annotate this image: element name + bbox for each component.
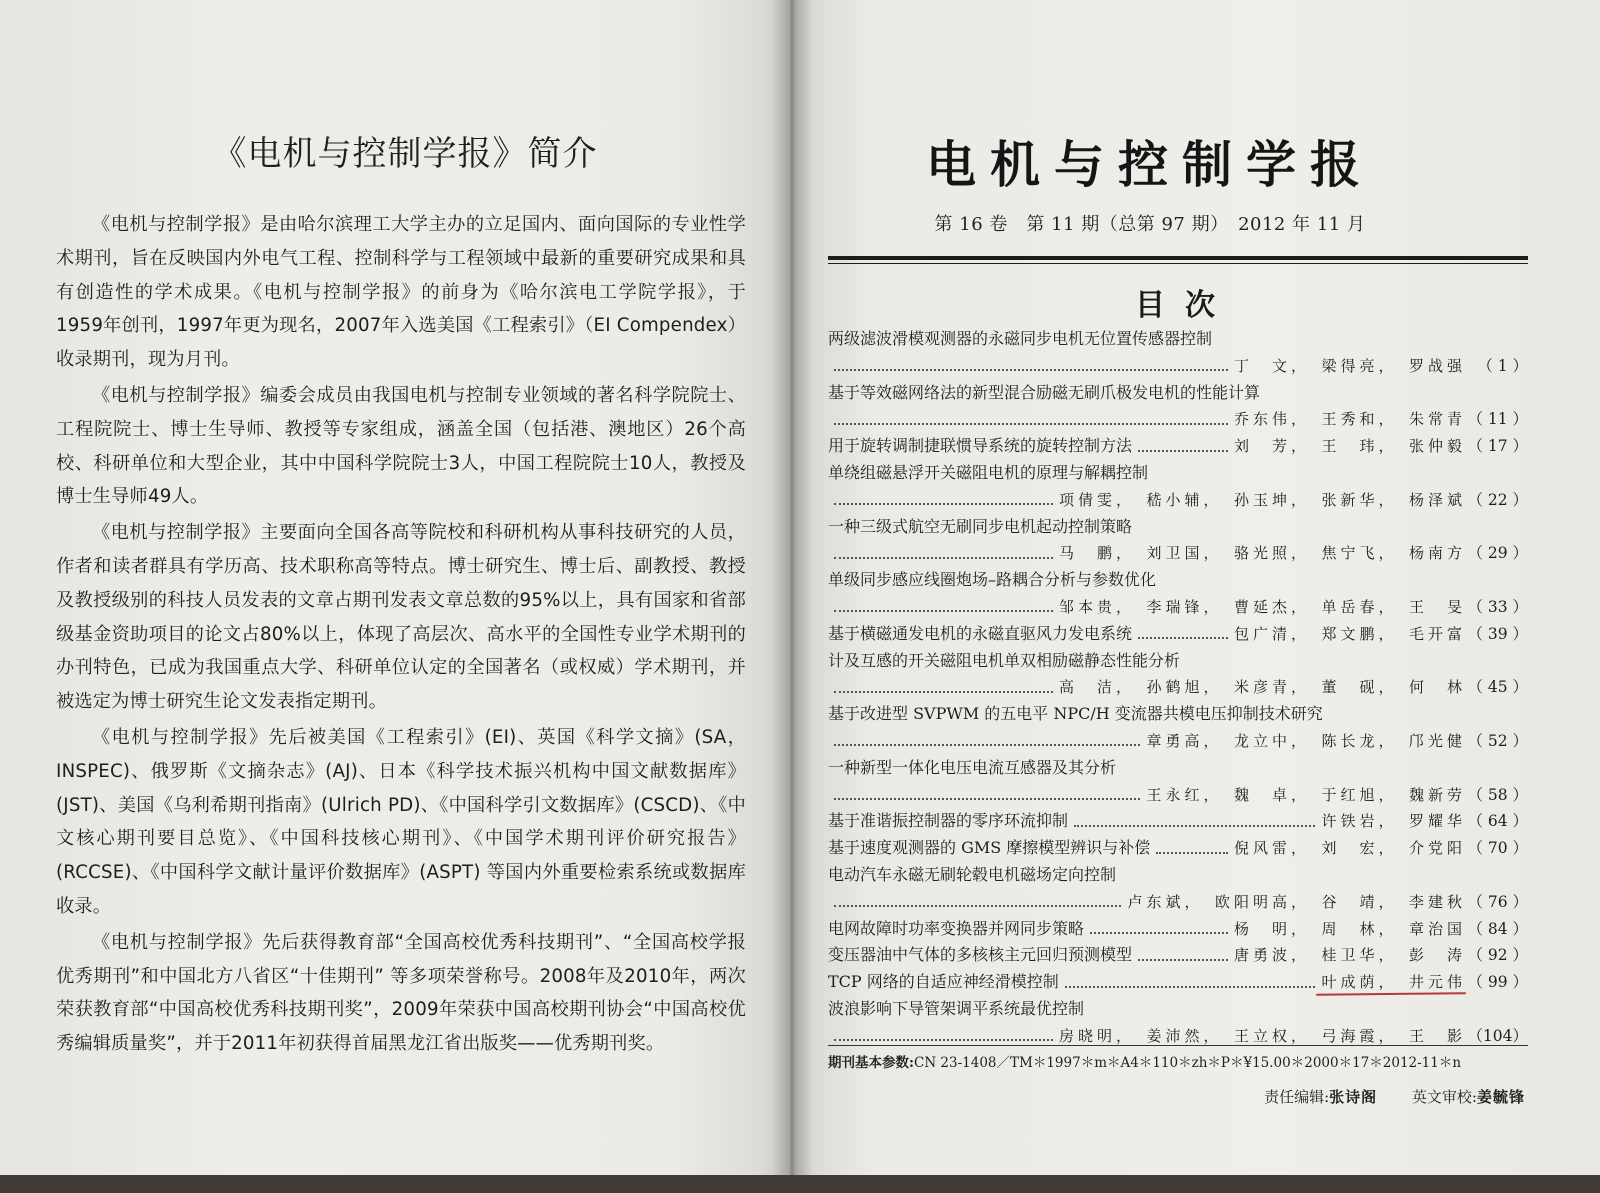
toc-entry [828,701,1528,755]
leader-dots [1074,825,1315,827]
toc-entry-authors: 王永红， 魏 卓， 于红旭， 魏新劳 [1146,785,1466,804]
toc-entry [828,969,1528,996]
toc-entry-title: TCP 网络的自适应神经滑模控制 [828,972,1059,992]
toc-entry-title: 一种新型一体化电压电流互感器及其分析 [828,757,1117,777]
params-rule [828,1045,1528,1046]
toc-entry [828,460,1528,514]
toc-entry-page: （ 39 ） [1467,624,1528,643]
editor-label: 责任编辑: [1264,1088,1330,1106]
toc-entry-title: 计及互感的开关磁阻电机单双相励磁静态性能分析 [828,650,1181,670]
toc-entry-title: 基于等效磁网络法的新型混合励磁无刷爪极发电机的性能计算 [828,382,1261,402]
toc-entry-authors: 项倩雯， 嵇小辅， 孙玉坤， 张新华， 杨泽斌 [1058,490,1466,509]
toc-entry-title: 一种三级式航空无刷同步电机起动控制策略 [828,516,1133,536]
leader-dots [1138,637,1228,639]
toc-entry-title: 单绕组磁悬浮开关磁阻电机的原理与解耦控制 [828,462,1149,482]
header-rule-thin [828,263,1528,264]
leader-dots [834,798,1140,800]
toc-entry-authors: 包广清， 郑文鹏， 毛开富 [1233,624,1466,643]
editors-line [1185,1086,1525,1107]
leader-dots [834,369,1228,371]
toc-entry [828,835,1528,862]
journal-parameters [828,1051,1528,1071]
toc-entry-page: （ 92 ） [1467,946,1528,965]
leader-dots [834,503,1053,505]
intro-title: 《电机与控制学报》简介 [212,134,598,174]
toc-entry-title: 单级同步感应线圈炮场–路耦合分析与参数优化 [828,570,1157,590]
toc-entry [828,567,1528,621]
toc-entry-authors: 杨 明， 周 林， 章治国 [1233,919,1466,938]
toc-entry-authors: 房晓明， 姜沛然， 王立权， 弓海霞， 王 影 [1058,1026,1466,1045]
table-of-contents [828,326,1528,1050]
leader-dots [834,744,1140,746]
toc-entry-page: （ 29 ） [1467,544,1528,563]
toc-entry [828,916,1528,943]
toc-entry-authors: 许铁岩， 罗耀华 [1321,812,1466,831]
toc-entry-title: 电动汽车永磁无刷轮毂电机磁场定向控制 [828,864,1117,884]
leader-dots [834,557,1053,559]
intro-paragraph: 《电机与控制学报》主要面向全国各高等院校和科研机构从事科技研究的人员，作者和读者群具有学历高、技术职称高等特点。博士研究生、博士后、副教授、教授及教授级别的科技人员发表的文章占期刊发表文章总数的95%以上，具有国家和省部级基金资助项目的论文占80%以上，体现了高层次、高水平的全国性专业学术期刊的办刊特色，已成为我国重点大学、科研单位认定的全国著名（或权威）学术期刊，并被选定为博士研究生论文发表指定期刊。 [56,522,746,713]
english-review-label: 英文审校: [1411,1088,1477,1106]
toc-entry-authors: 高 洁， 孙鹤旭， 米彦青， 董 砚， 何 林 [1058,678,1466,697]
toc-entry [828,808,1528,835]
toc-entry [828,326,1528,380]
leader-dots [1138,959,1228,961]
toc-entry [828,433,1528,460]
toc-entry-page: （ 11 ） [1467,410,1528,429]
toc-entry-page: （ 76 ） [1467,892,1528,911]
toc-entry-page: （ 45 ） [1467,678,1528,697]
header-rule [828,256,1528,260]
leader-dots [1090,932,1228,934]
toc-entry-page: （ 22 ） [1467,490,1528,509]
toc-entry [828,942,1528,969]
editor-name: 张诗阁 [1329,1088,1378,1106]
leader-dots [1065,986,1316,988]
toc-entry [828,621,1528,648]
toc-entry-page: （ 52 ） [1467,731,1528,750]
intro-paragraph: 《电机与控制学报》先后获得教育部“全国高校优秀科技期刊”、“全国高校学报优秀期刊”和中国北方八省区“十佳期刊” 等多项荣誉称号。2008年及2010年，两次荣获教育部“中国高校优秀科技期刊奖”，2009年荣获中国高校期刊协会“中国高校优秀编辑质量奖”，并于2011年初获得首届黑龙江省出版奖——优秀期刊奖。 [56,931,746,1055]
leader-dots [834,905,1121,907]
toc-entry-page: （ 70 ） [1467,839,1528,858]
toc-entry-authors: 邹本贵， 李瑞锋， 曹延杰， 单岳春， 王 旻 [1058,597,1466,616]
toc-entry [828,996,1528,1050]
toc-entry-authors: 章勇高， 龙立中， 陈长龙， 邝光健 [1146,731,1466,750]
toc-entry-page: （ 58 ） [1467,785,1528,804]
intro-paragraph: 《电机与控制学报》先后被美国《工程索引》(EI)、英国《科学文摘》(SA，INSPEC)、俄罗斯《文摘杂志》(AJ)、日本《科学技术振兴机构中国文献数据库》(JST)、美国《乌利希期刊指南》(Ulrich PD)、《中国科学引文数据库》(CSCD)、《中文核心期刊要目总览》、《中国科技核心期刊》、《中国学术期刊评价研究报告》(RCCSE)、《中国科学文献计量评价数据库》(ASPT) 等国内外重要检索系统或数据库收录。 [56,726,747,917]
toc-heading: 目次 [1135,288,1235,323]
leader-dots [834,691,1053,693]
leader-dots [1156,852,1228,854]
toc-entry-page: （ 99 ） [1467,973,1528,992]
toc-entry-title: 基于准谐振控制器的零序环流抑制 [828,811,1069,831]
toc-entry-page: （ 17 ） [1467,437,1528,456]
toc-entry-authors: 刘 芳， 王 玮， 张仲毅 [1233,437,1466,456]
leader-dots [834,1039,1053,1041]
toc-entry [828,755,1528,809]
issue-info: 第 16 卷 第 11 期（总第 97 期） 2012 年 11 月 [934,214,1366,235]
journal-title: 电机与控制学报 [926,135,1374,194]
toc-entry-authors: 丁 文， 梁得亮， 罗战强 [1233,356,1466,375]
toc-entry-page: （104） [1467,1026,1528,1045]
toc-entry-authors: 唐勇波， 桂卫华， 彭 涛 [1233,946,1466,965]
toc-entry-title: 两级滤波滑模观测器的永磁同步电机无位置传感器控制 [828,329,1213,348]
toc-entry-title: 用于旋转调制捷联惯导系统的旋转控制方法 [828,436,1133,456]
toc-entry-authors: 马 鹏， 刘卫国， 骆光照， 焦宁飞， 杨南方 [1058,544,1466,563]
table-edge [0,1175,1600,1193]
intro-body [56,208,746,1063]
intro-paragraph: 《电机与控制学报》编委会成员由我国电机与控制专业领域的著名科学院院士、工程院院士、博士生导师、教授等专家组成，涵盖全国（包括港、澳地区）26个高校、科研单位和大型企业，其中中国科学院院士3人，中国工程院院士10人，教授及博士生导师49人。 [56,384,746,508]
toc-entry-authors: 倪风雷， 刘 宏， 介党阳 [1233,839,1466,858]
left-page [0,0,790,1193]
toc-entry-title: 电网故障时功率变换器并网同步策略 [828,918,1085,938]
toc-entry-title: 基于速度观测器的 GMS 摩擦模型辨识与补偿 [828,838,1151,858]
toc-entry-page: （ 33 ） [1467,597,1528,616]
toc-entry [828,862,1528,916]
leader-dots [1138,450,1228,452]
leader-dots [834,423,1228,425]
english-review-name: 姜毓锋 [1476,1088,1525,1106]
toc-entry-authors: 叶成荫， 井元伟 [1321,973,1466,992]
toc-entry-title: 变压器油中气体的多核核主元回归预测模型 [828,945,1133,965]
toc-entry-authors: 乔东伟， 王秀和， 朱常青 [1233,410,1466,429]
toc-entry [828,514,1528,568]
intro-paragraph: 《电机与控制学报》是由哈尔滨理工大学主办的立足国内、面向国际的专业性学术期刊，旨在反映国内外电气工程、控制科学与工程领域中最新的重要研究成果和具有创造性的学术成果。《电机与控制学报》的前身为《哈尔滨电工学院学报》，于1959年创刊，1997年更为现名，2007年入选美国《工程索引》（EI Compendex）收录期刊，现为月刊。 [56,214,746,371]
toc-entry-authors: 卢东斌， 欧阳明高， 谷 靖， 李建秋 [1127,892,1466,911]
params-label: 期刊基本参数: [828,1055,914,1071]
toc-entry [828,380,1528,434]
toc-entry-title: 基于改进型 SVPWM 的五电平 NPC/H 变流器共模电压抑制技术研究 [828,704,1323,724]
toc-entry-title: 波浪影响下导管架调平系统最优控制 [828,998,1085,1018]
toc-entry [828,648,1528,702]
toc-entry-page: （ 1 ） [1477,356,1528,375]
toc-entry-page: （ 84 ） [1467,919,1528,938]
toc-entry-page: （ 64 ） [1467,812,1528,831]
leader-dots [834,610,1053,612]
params-value: CN 23-1408／TM＊1997＊m＊A4＊110＊zh＊P＊¥15.00＊2000＊17＊2012-11＊n [913,1055,1462,1071]
toc-entry-title: 基于横磁通发电机的永磁直驱风力发电系统 [828,623,1133,643]
